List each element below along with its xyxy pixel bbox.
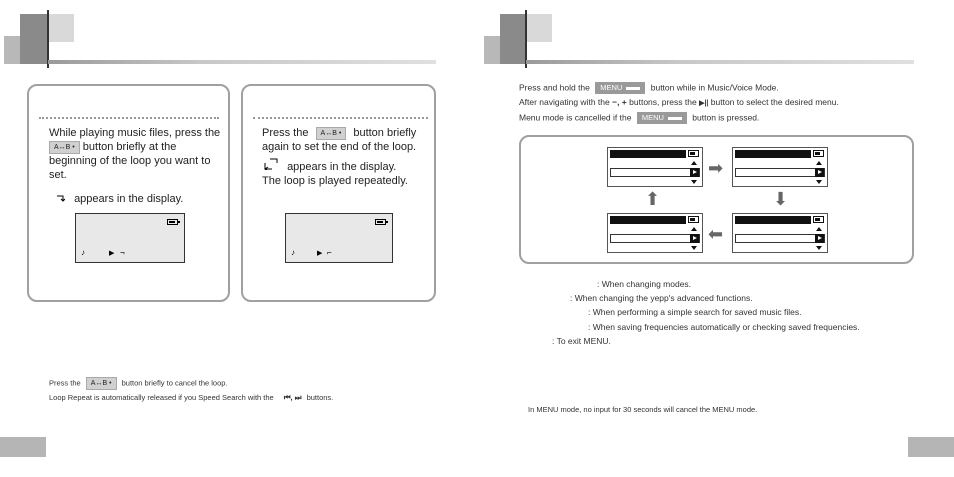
selected-menu-row	[735, 168, 825, 177]
loop-end-marker-icon: ⌐	[327, 248, 332, 257]
page-number-block-left	[0, 437, 46, 457]
select-icon	[815, 168, 824, 177]
instruction-fragment: button briefly at the	[82, 141, 177, 153]
selected-menu-row	[735, 234, 825, 243]
instruction-line	[262, 126, 434, 140]
appears-text: appears in the display.	[74, 193, 184, 205]
ab-button-icon: A↔B •	[316, 127, 347, 140]
panel-divider	[253, 117, 428, 119]
description-exit: : To exit MENU.	[552, 336, 611, 346]
instruction-fragment: button to select the desired menu.	[710, 97, 839, 107]
select-icon	[690, 234, 699, 243]
description-search: : When performing a simple search for saved music files.	[588, 307, 802, 317]
instruction-line: again to set the end of the loop.	[262, 141, 417, 153]
menu-instruction-line2	[519, 97, 839, 107]
header-block-left-light	[48, 14, 74, 42]
instruction-line	[49, 192, 227, 206]
header-rule-right	[526, 60, 914, 64]
instruction-line: While playing music files, press the	[49, 127, 221, 139]
menu-button-label: MENU	[641, 113, 664, 122]
description-advanced: : When changing the yepp's advanced functions.	[570, 293, 753, 303]
note-fragment: Press the	[49, 378, 81, 388]
menu-flow-panel	[519, 135, 914, 264]
loop-end-instructions	[262, 126, 434, 188]
play-pause-icon: ▶||	[699, 100, 709, 107]
skip-buttons-icon: ⏮, ⏭	[283, 393, 302, 402]
menu-screen	[607, 147, 703, 187]
menu-button-icon	[637, 112, 687, 124]
down-arrow-icon	[816, 246, 822, 250]
play-icon: ▶	[109, 250, 115, 257]
battery-icon	[813, 216, 824, 223]
battery-icon	[813, 150, 824, 157]
menu-screen	[732, 213, 828, 253]
loop-start-marker-icon: ¬	[120, 248, 125, 257]
instruction-fragment: button briefly	[353, 127, 417, 139]
instruction-fragment: button while in Music/Voice Mode.	[650, 82, 779, 93]
note-cancel-loop	[49, 377, 228, 390]
up-arrow-icon	[691, 227, 697, 231]
loop-end-panel	[241, 84, 436, 302]
page-number-block-right	[908, 437, 954, 457]
menu-instruction-line1	[519, 82, 779, 94]
up-arrow-icon: ⬆	[645, 189, 661, 209]
instruction-line	[262, 158, 434, 174]
music-note-icon: ♪	[81, 248, 85, 257]
up-arrow-icon	[691, 161, 697, 165]
right-arrow-icon: ➡	[708, 158, 724, 178]
battery-icon	[688, 150, 699, 157]
loop-start-panel	[27, 84, 230, 302]
left-arrow-icon: ⬅	[708, 224, 724, 244]
header-block-left-dark	[20, 14, 48, 64]
menu-button-icon	[595, 82, 645, 94]
loop-end-marker-icon	[264, 158, 278, 174]
header-block-right-dark	[500, 14, 526, 64]
instruction-fragment: Press the	[262, 127, 309, 139]
battery-icon	[375, 219, 386, 225]
instruction-line	[49, 140, 227, 154]
appears-text: appears in the display.	[287, 161, 397, 173]
selected-menu-row	[610, 234, 700, 243]
select-icon	[690, 168, 699, 177]
lcd-display	[285, 213, 393, 263]
down-arrow-icon	[691, 246, 697, 250]
battery-icon	[688, 216, 699, 223]
description-modes: : When changing modes.	[597, 279, 692, 289]
instruction-fragment: After navigating with the	[519, 97, 610, 107]
menu-button-label: MENU	[600, 83, 623, 92]
down-arrow-icon	[691, 180, 697, 184]
battery-icon	[167, 219, 178, 225]
ab-button-icon: A↔B •	[86, 377, 117, 390]
instruction-line: set.	[49, 169, 67, 181]
instruction-fragment: Press and hold the	[519, 82, 590, 93]
header-block-right-light	[526, 14, 552, 42]
menu-screen	[732, 147, 828, 187]
note-fragment: buttons.	[306, 393, 334, 402]
note-fragment: button briefly to cancel the loop.	[121, 378, 228, 388]
instruction-fragment: button is pressed.	[692, 112, 760, 123]
note-speed-search	[49, 393, 333, 403]
menu-timeout-footnote: In MENU mode, no input for 30 seconds will cancel the MENU mode.	[528, 405, 758, 414]
menu-instruction-line3	[519, 112, 759, 124]
instruction-fragment: buttons, press the	[629, 97, 697, 107]
play-icon: ▶	[317, 250, 323, 257]
down-arrow-icon	[816, 180, 822, 184]
note-fragment: Loop Repeat is automatically released if you Speed Search with the	[49, 393, 274, 402]
instruction-fragment: Menu mode is cancelled if the	[519, 112, 632, 123]
select-icon	[815, 234, 824, 243]
ab-button-icon: A↔B •	[49, 141, 80, 154]
up-arrow-icon	[816, 161, 822, 165]
music-note-icon: ♪	[291, 248, 295, 257]
description-frequencies: : When saving frequencies automatically or checking saved frequencies.	[588, 322, 860, 332]
lcd-display	[75, 213, 185, 263]
instruction-line: The loop is played repeatedly.	[262, 175, 408, 187]
selected-menu-row	[610, 168, 700, 177]
up-arrow-icon	[816, 227, 822, 231]
instruction-line: beginning of the loop you want to	[49, 155, 211, 167]
loop-start-instructions	[49, 126, 227, 206]
down-arrow-icon: ⬇	[773, 189, 789, 209]
loop-start-marker-icon	[57, 192, 65, 206]
panel-divider	[39, 117, 219, 119]
menu-screen	[607, 213, 703, 253]
minus-plus-icon: −, +	[612, 97, 627, 107]
header-rule-left	[48, 60, 436, 64]
